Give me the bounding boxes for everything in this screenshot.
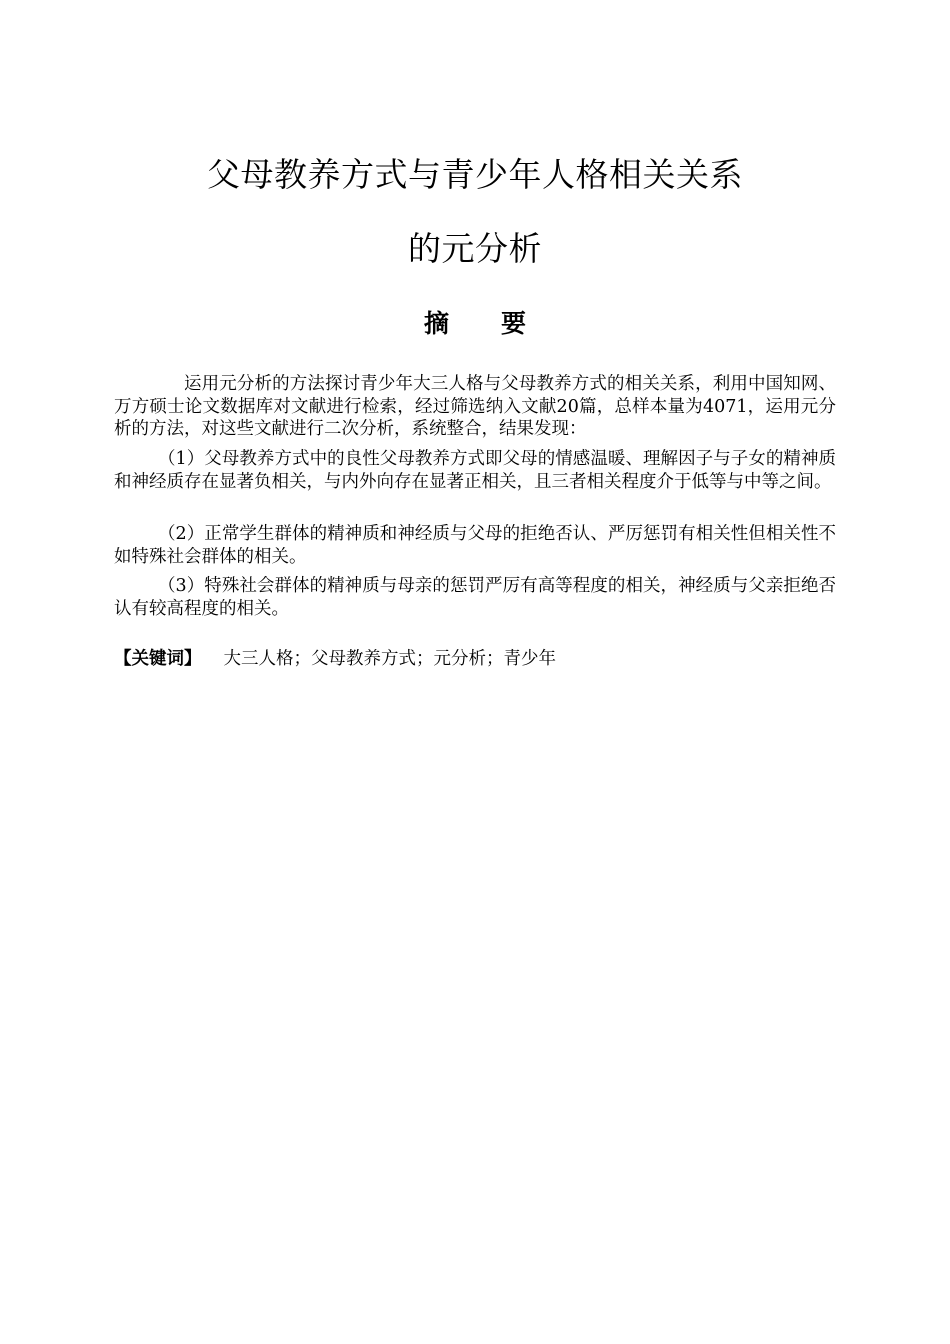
keywords-value: 大三人格；父母教养方式；元分析；青少年 [223,649,556,669]
abstract-finding-2: （2）正常学生群体的精神质和神经质与父母的拒绝否认、严厉惩罚有相关性但相关性不如特殊社会群体的相关。 [114,524,836,567]
abstract-heading-char-1: 摘 [423,309,449,338]
abstract-heading [0,308,950,340]
paper-title-line-1: 父母教养方式与青少年人格相关关系 [207,155,743,194]
abstract-finding-1: （1）父母教养方式中的良性父母教养方式即父母的情感温暖、理解因子与子女的精神质和神经质存在显著负相关，与内外向存在显著正相关，且三者相关程度介于低等与中等之间。 [114,449,836,492]
abstract-paragraph-intro: 运用元分析的方法探讨青少年大三人格与父母教养方式的相关关系，利用中国知网、万方硕士论文数据库对文献进行检索，经过筛选纳入文献20篇，总样本量为4071，运用元分析的方法，对这些文献进行二次分析，系统整合，结果发现： [114,374,836,439]
keywords-line [114,648,836,671]
keywords-label: 【关键词】 [114,649,202,669]
abstract-finding-3: （3）特殊社会群体的精神质与母亲的惩罚严厉有高等程度的相关，神经质与父亲拒绝否认有较高程度的相关。 [114,576,836,619]
paper-title-line-2: 的元分析 [408,229,542,268]
abstract-heading-char-2: 要 [501,309,527,338]
